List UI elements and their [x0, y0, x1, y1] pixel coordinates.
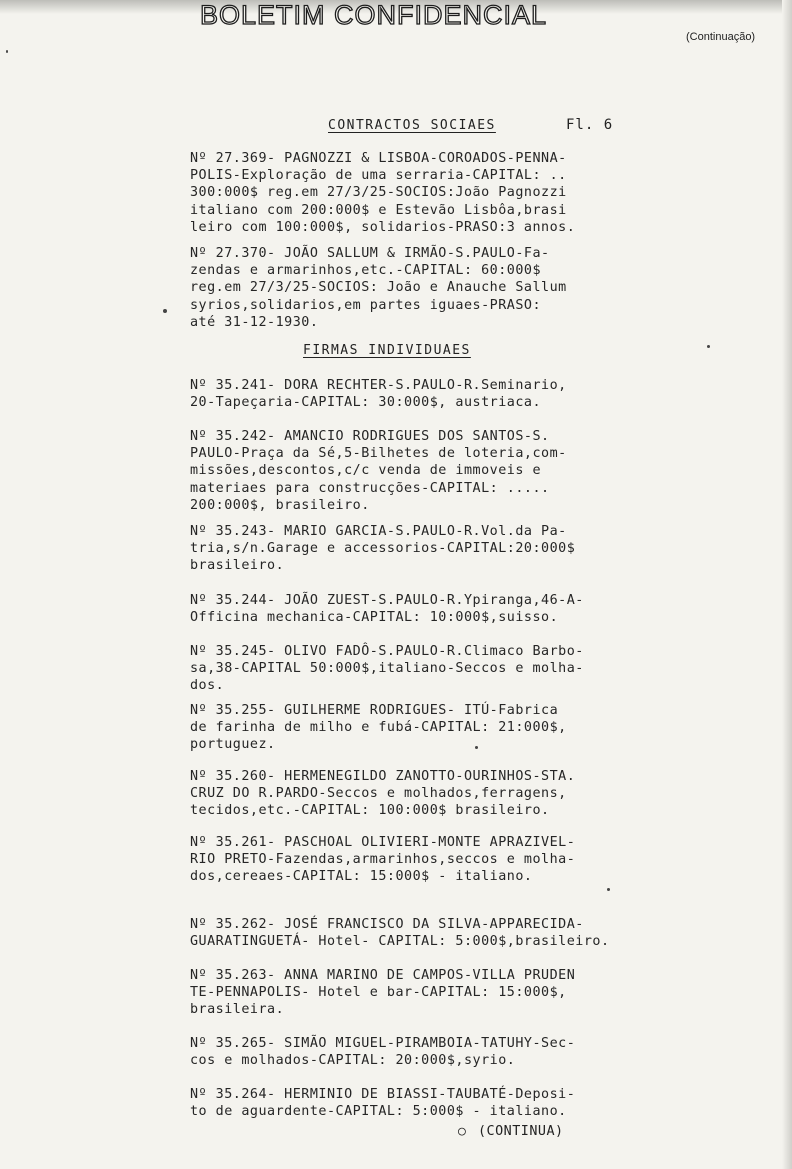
scan-right-edge — [782, 0, 792, 1169]
entry-firma: Nº 35.243- MARIO GARCIA-S.PAULO-R.Vol.da Pa- tria,s/n.Garage e accessorios-CAPITAL:20:000$ brasileiro. — [190, 524, 576, 574]
scan-speck — [607, 888, 610, 891]
entry-firma: Nº 35.244- JOÃO ZUEST-S.PAULO-R.Ypiranga,46-A- Officina mechanica-CAPITAL: 10:000$,suisso. — [190, 593, 584, 626]
entry-firma: Nº 35.241- DORA RECHTER-S.PAULO-R.Seminario, 20-Tapeçaria-CAPITAL: 30:000$, austriaca. — [190, 378, 567, 411]
sheet-number: Fl. 6 — [566, 117, 614, 133]
entry-firma: Nº 35.255- GUILHERME RODRIGUES- ITÚ-Fabrica de farinha de milho e fubá-CAPITAL: 21:000$, portuguez. — [190, 703, 567, 753]
letterhead-title: BOLETIM CONFIDENCIAL — [200, 0, 548, 30]
scan-speck — [163, 309, 167, 313]
entry-firma: Nº 35.265- SIMÃO MIGUEL-PIRAMBOIA-TATUHY-Sec- cos e molhados-CAPITAL: 20:000$,syrio. — [190, 1036, 576, 1069]
continues-label: (CONTINUA) — [478, 1124, 564, 1139]
entry-firma: Nº 35.264- HERMINIO DE BIASSI-TAUBATÉ-Deposi- to de aguardente-CAPITAL: 5:000$ - italiano. — [190, 1087, 576, 1120]
section-title-contractos: CONTRACTOS SOCIAES — [328, 118, 496, 133]
entry-firma: Nº 35.261- PASCHOAL OLIVIERI-MONTE APRAZIVEL- RIO PRETO-Fazendas,armarinhos,seccos e molha- dos,cereaes-CAPITAL: 15:000$ - italiano. — [190, 835, 576, 885]
continuation-label: (Continuação) — [686, 31, 756, 43]
entry-contracto: Nº 27.369- PAGNOZZI & LISBOA-COROADOS-PENNA- POLIS-Exploração de uma serraria-CAPITAL: .. 300:000$ reg.em 27/3/25-SOCIOS:João Pagnozzi italiano com 200:000$ e Estevão Lisbôa,brasi leiro com 100:000$, solidarios-PRASO:3 annos. — [190, 151, 576, 235]
scan-speck — [475, 746, 478, 749]
entry-firma: Nº 35.245- OLIVO FADÔ-S.PAULO-R.Climaco Barbo- sa,38-CAPITAL 50:000$,italiano-Seccos e molha- dos. — [190, 644, 584, 694]
entry-contracto: Nº 27.370- JOÃO SALLUM & IRMÃO-S.PAULO-Fa- zendas e armarinhos,etc.-CAPITAL: 60:000$ reg.em 27/3/25-SOCIOS: João e Anauche Sallum syrios,solidarios,em partes iguaes-PRASO: até 31-12-1930. — [190, 246, 567, 330]
entry-firma: Nº 35.262- JOSÉ FRANCISCO DA SILVA-APPARECIDA- GUARATINGUETÁ- Hotel- CAPITAL: 5:000$,brasileiro. — [190, 917, 610, 950]
entry-firma: Nº 35.260- HERMENEGILDO ZANOTTO-OURINHOS-STA. CRUZ DO R.PARDO-Seccos e molhados,ferragens, tecidos,etc.-CAPITAL: 100:000$ brasileiro. — [190, 769, 576, 819]
scan-speck — [6, 50, 8, 53]
bullet-mark-icon: ○ — [458, 1124, 466, 1139]
section-title-firmas: FIRMAS INDIVIDUAES — [303, 343, 471, 358]
scan-speck — [707, 345, 710, 348]
entry-firma: Nº 35.263- ANNA MARINO DE CAMPOS-VILLA PRUDEN TE-PENNAPOLIS- Hotel e bar-CAPITAL: 15:000$, brasileira. — [190, 968, 576, 1018]
entry-firma: Nº 35.242- AMANCIO RODRIGUES DOS SANTOS-S. PAULO-Praça da Sé,5-Bilhetes de loteria,com- missões,descontos,c/c venda de immoveis e materiaes para construcções-CAPITAL: ..... 200:000$, brasileiro. — [190, 429, 567, 513]
